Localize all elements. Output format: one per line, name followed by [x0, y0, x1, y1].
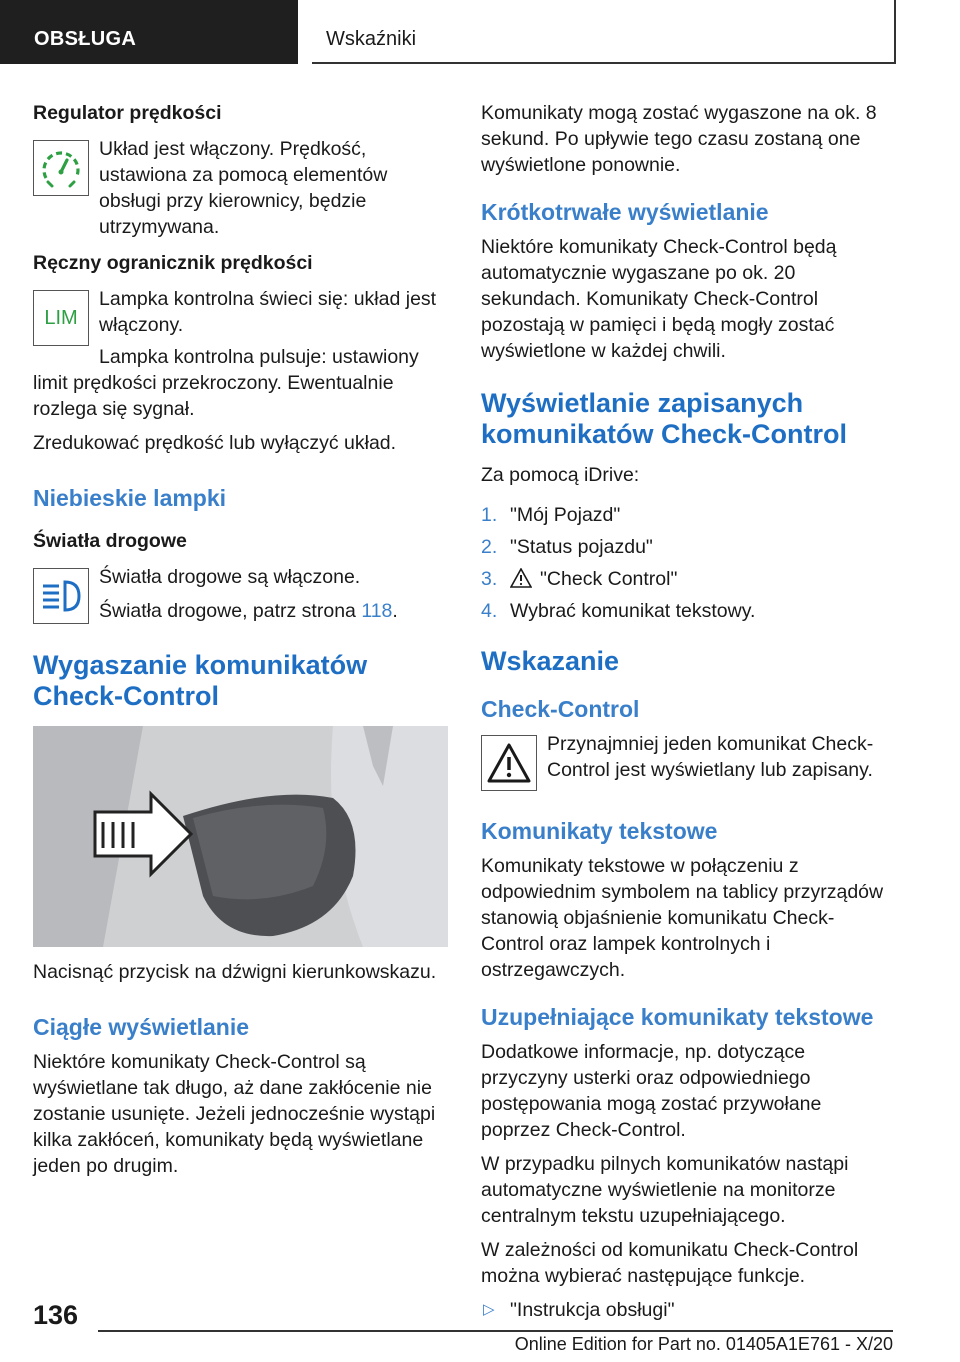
- cruise-text: Układ jest włączony. Prędkość, ustawiona za pomocą elementów obsługi przy kierownicy, będzie utrzymywana.: [99, 138, 388, 238]
- highbeam-text-2: Światła drogowe, patrz strona 118.: [99, 600, 398, 622]
- saved-intro: Za pomocą iDrive:: [481, 464, 640, 486]
- limiter-row: [33, 286, 448, 352]
- saved-messages-heading: Wyświetlanie zapisanych komunikatów Check-Control: [481, 388, 848, 449]
- check-control-text: Przynajmniej jeden komunikat Check-Control jest wyświetlany lub zapisany.: [547, 733, 874, 781]
- header-section-tab: [0, 0, 298, 64]
- speedometer-icon: [33, 140, 89, 196]
- hide-messages-heading: Wygaszanie komunikatów Check-Control: [33, 650, 368, 711]
- check-control-row: [481, 731, 893, 797]
- short-display-heading: Krótkotrwałe wyświetlanie: [481, 199, 769, 225]
- limiter-text-2: Lampka kontrolna pulsuje: ustawiony limit prędkości przekroczony. Ewentualnie rozlega się sygnał.: [33, 346, 419, 420]
- text-messages-heading: Komunikaty tekstowe: [481, 818, 718, 844]
- header-chapter-tab: [312, 0, 896, 64]
- warning-triangle-icon: [510, 568, 532, 588]
- step-item: 2. "Status pojazdu": [481, 536, 653, 558]
- limiter-text-1: Lampka kontrolna świeci się: układ jest włączony.: [99, 288, 437, 336]
- hide-text: Komunikaty mogą zostać wygaszone na ok. 8 sekund. Po upływie tego czasu zostaną one wyświetlone ponownie.: [481, 102, 877, 176]
- check-control-heading: Check-Control: [481, 696, 640, 722]
- header-section-label: OBSŁUGA: [34, 28, 137, 50]
- idrive-steps: [481, 502, 893, 624]
- step-item: 1. "Mój Pojazd": [481, 504, 621, 526]
- highbeam-row: [33, 564, 448, 630]
- supplementary-text-2: W przypadku pilnych komunikatów nastąpi automatyczne wyświetlenie na monitorze centralnym tekstu uzupełniającego.: [481, 1153, 849, 1227]
- text-messages-text: Komunikaty tekstowe w połączeniu z odpowiednim symbolem na tablicy przyrządów stanowią objaśnienie komunikatu Check-Control oraz lampek kontrolnych i ostrzegawczych.: [481, 855, 884, 981]
- limiter-title: Ręczny ogranicznik prędkości: [33, 252, 313, 274]
- blue-lamps-heading: Niebieskie lampki: [33, 485, 227, 511]
- warning-triangle-icon: [481, 735, 537, 791]
- footer-rule: [98, 1330, 893, 1332]
- left-column: [33, 100, 448, 1187]
- page-ref-link[interactable]: 118: [361, 600, 393, 622]
- display-heading: Wskazanie: [481, 646, 620, 676]
- page-number: 136: [33, 1300, 79, 1330]
- step-item: 3. "Check Control": [481, 568, 678, 590]
- step-item: 4. Wybrać komunikat tekstowy.: [481, 600, 756, 622]
- triangle-bullet-icon: ▷: [483, 1301, 495, 1318]
- footer-edition: Online Edition for Part no. 01405A1E761 - X/20: [514, 1334, 893, 1354]
- supplementary-text-3: W zależności od komunikatu Check-Control można wybierać następujące funkcje.: [481, 1239, 859, 1287]
- limiter-text-3: Zredukować prędkość lub wyłączyć układ.: [33, 432, 397, 454]
- supplementary-heading: Uzupełniające komunikaty tekstowe: [481, 1004, 874, 1030]
- continuous-heading: Ciągłe wyświetlanie: [33, 1014, 250, 1040]
- high-beam-icon: [33, 568, 89, 624]
- right-column: [481, 100, 893, 1323]
- cruise-row: [33, 136, 448, 240]
- short-display-text: Niektóre komunikaty Check-Control będą automatycznie wygaszane po ok. 20 sekundach. Komunikaty Check-Control pozostają w pamięci i będą mogły zostać wyświetlone w każdej chwili.: [481, 236, 837, 362]
- turn-signal-lever-image: [33, 726, 448, 947]
- hide-caption: Nacisnąć przycisk na dźwigni kierunkowskazu.: [33, 961, 437, 983]
- highbeam-title: Światła drogowe: [33, 530, 187, 552]
- highbeam-text-1: Światła drogowe są włączone.: [99, 566, 361, 588]
- header-chapter-label: Wskaźniki: [326, 28, 417, 50]
- cruise-title: Regulator prędkości: [33, 102, 222, 124]
- lim-icon: LIM: [33, 290, 89, 346]
- supplementary-text-1: Dodatkowe informacje, np. dotyczące przyczyny usterki oraz odpowiedniego postępowania mogą zostać przywołane poprzez Check-Control.: [481, 1041, 822, 1141]
- list-item: ▷ "Instrukcja obsługi": [483, 1299, 675, 1321]
- function-list: [481, 1297, 893, 1323]
- continuous-text: Niektóre komunikaty Check-Control są wyświetlane tak długo, aż dane zakłócenie nie zostanie usunięte. Jeżeli jednocześnie wystąpi kilka zakłóceń, komunikaty będą wyświetlane jeden po drugim.: [33, 1051, 436, 1177]
